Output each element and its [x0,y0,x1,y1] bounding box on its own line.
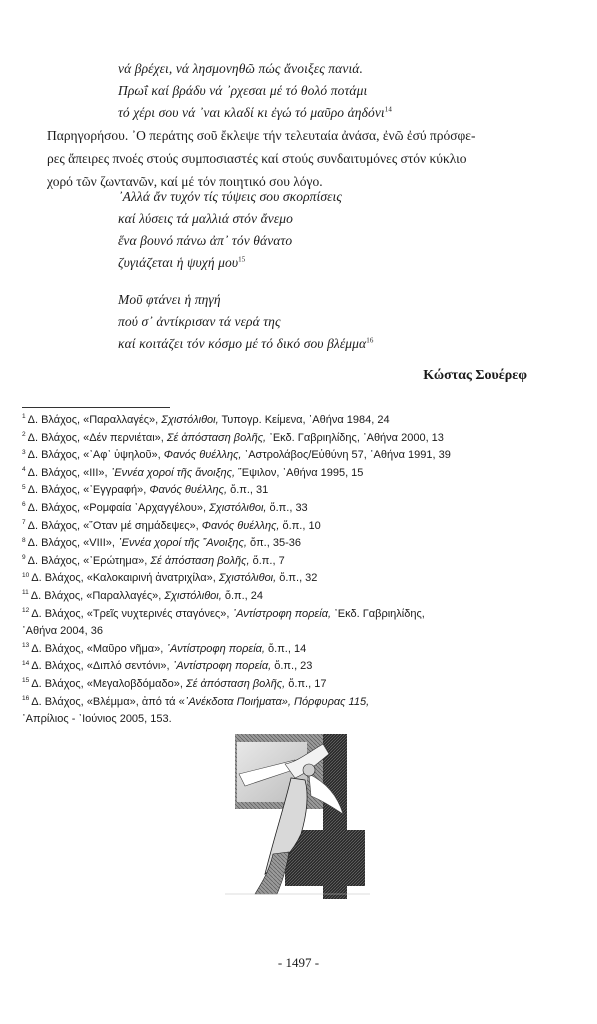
footnote-ref[interactable]: 14 [384,105,392,114]
footnote-text: Δ. Βλάχος, «Ρομφαία ᾽Αρχαγγέλου», [27,501,210,514]
footnote-text: ὅ.π., 31 [227,484,269,497]
footnote-text: Δ. Βλάχος, «᾽Αφ᾽ ὑψηλοῦ», [27,449,164,462]
footnote-text: Δ. Βλάχος, «Διπλό σεντόνι», [31,660,173,673]
footnote-title: Σχιστόλιθοι, [209,501,267,514]
footnote-title: Σέ ἀπόσταση βολῆς, [166,431,267,444]
footnote-text: ὅ.π., 33 [266,501,308,514]
footnote-number: 13 [22,642,30,650]
footnote-item [22,500,542,518]
footnote-text: ὅ.π., 14 [264,642,307,655]
prose-paragraph [47,124,527,193]
footnote-text: ὅπ., 35-36 [246,537,301,550]
footnote-title: Σχιστόλιθοι, [161,414,219,426]
footnote-text: ᾽Εκδ. Γαβριηλίδης, ᾽Αθήνα 2000, 13 [266,431,444,444]
footnote-item [22,465,542,483]
footnote-text: Δ. Βλάχος, «VIII», [27,537,118,550]
footnote-title: Σέ ἀπόσταση βολῆς, [185,677,286,690]
footnote-number: 12 [22,606,30,614]
footnote-item [22,588,542,606]
footnote-number: 9 [22,554,26,562]
footnote-number: 10 [22,571,30,579]
footnote-text: Δ. Βλάχος, «Βλέμμα», ἀπό τά « [31,695,185,708]
footnote-item [22,606,542,624]
prose-line: ρες ἄπειρες πνοές στούς συμποσιαστές καί στούς συνδαιτυμόνες στόν κύκλιο [47,151,467,166]
author-signature: Κώστας Σουέρεφ [423,368,527,383]
footnote-text: ᾽Εκδ. Γαβριηλίδης, [331,607,425,620]
footnote-text: ὅ.π., 7 [249,554,285,567]
prose-line: χορό τῶν ζωντανῶν, καί μέ τόν ποιητικό σου λόγο. [47,174,323,189]
footnote-item [22,518,542,536]
verse-block-3 [118,289,373,355]
footnote-title: ᾽Αντίστροφη πορεία, [166,642,265,655]
footnote-title: Σέ ἀπόσταση βολῆς, [150,554,250,567]
verse-line: Μοῦ φτάνει ἡ πηγή [118,292,221,307]
footnote-item [22,535,542,553]
footnote-text: Δ. Βλάχος, «Παραλλαγές», [30,589,165,602]
footnote-item [22,553,542,571]
footnote-item [22,482,542,500]
footnote-title: Φανός θυέλλης, [149,484,228,497]
footnote-title: Φανός θυέλλης, [163,449,242,462]
footnote-text: Δ. Βλάχος, «Τρεῖς νυχτερινές σταγόνες», [31,607,233,620]
verse-line: ᾽Αλλά ἄν τυχόν τίς τύψεις σου σκορπίσεις [118,189,342,204]
footnote-item [22,447,542,465]
footnote-title: Σχιστόλιθοι, [218,572,277,585]
verse-line: νά βρέχει, νά λησμονηθῶ πώς ἄνοιξες πανιά. [118,61,363,76]
verse-line: ζυγιάζεται ἡ ψυχή μου$^{15}$ [118,255,246,270]
footnote-item [22,430,542,448]
footnote-number: 16 [22,694,30,702]
footnote-title: ᾽Ανέκδοτα Ποιήματα», Πόρφυρας 115, [184,695,370,708]
footnote-item [22,658,542,676]
footnote-title: ᾽Αντίστροφη πορεία, [232,607,332,620]
footnote-text: ὅ.π., 10 [279,519,321,532]
footnote-title: Σχιστόλιθοι, [164,589,222,602]
footnote-divider [22,407,170,408]
footnote-item [22,676,542,694]
footnote-text: Δ. Βλάχος, «᾽Ερώτημα», [27,554,151,567]
footnote-item [22,641,542,659]
footnote-title: ᾽Εννέα χοροί τῆς ἄνοιξης, [110,466,236,479]
verse-line: πού σ᾽ ἀντίκρισαν τά νερά της [118,314,281,329]
footnote-text: Δ. Βλάχος, «Δέν περνιέται», [27,431,167,444]
footnote-text: ῞Εψιλον, ᾽Αθήνα 1995, 15 [235,466,364,479]
footnote-continuation: ᾽Απρίλιος - ᾽Ιούνιος 2005, 153. [22,713,172,726]
footnote-title: Φανός θυέλλης, [201,519,280,532]
footnote-number: 2 [22,430,26,438]
footnote-title: ᾽Εννέα χοροί τῆς ῎Ανοιξης, [117,537,247,550]
footnote-text: ὅ.π., 17 [285,677,327,690]
footnote-number: 6 [22,501,26,509]
prose-line: Παρηγορήσου. ᾽Ο περάτης σοῦ ἔκλεψε τήν τελευταία ἀνάσα, ἐνῶ ἐσύ πρόσφε- [47,128,476,143]
footnote-text: Δ. Βλάχος, «Μαῦρο νῆμα», [31,642,167,655]
footnote-text: ὅ.π., 23 [271,660,313,673]
footnote-number: 3 [22,448,26,456]
verse-line: ἕνα βουνό πάνω ἀπ᾽ τόν θάνατο [118,233,293,248]
footnote-number: 14 [22,659,30,667]
footnote-text: Δ. Βλάχος, «῞Οταν μέ σημάδεψες», [27,519,202,532]
verse-line: τό χέρι σου νά ᾽ναι κλαδί κι ἐγώ τό μαῦρο ἀηδόνι$^{14}$ [118,105,392,120]
footnote-text: Τυπογρ. Κείμενα, ᾽Αθήνα 1984, 24 [218,414,390,426]
footnote-number: 8 [22,536,26,544]
verse-block-1 [118,58,392,124]
footnote-item [22,412,542,430]
footnote-item [22,694,542,712]
footnote-ref[interactable]: 15 [238,255,246,264]
footnote-number: 15 [22,677,30,685]
footnote-number: 11 [22,589,29,597]
footnote-number: 1 [22,413,26,421]
footnote-text: ὅ.π., 32 [276,572,318,585]
footnote-text: Δ. Βλάχος, «Καλοκαιρινή ἀνατριχίλα», [31,572,219,585]
verse-line: καί κοιτάζει τόν κόσμο μέ τό δικό σου βλέμμα$^{16}$ [118,336,374,351]
footnotes-list [22,412,542,729]
footnote-text: Δ. Βλάχος, «Παραλλαγές», [27,414,162,426]
footnote-text: ᾽Αστρολάβος/Εὐθύνη 57, ᾽Αθήνα 1991, 39 [241,449,451,462]
verse-line: καί λύσεις τά μαλλιά στόν ἄνεμο [118,211,294,226]
verse-block-2 [118,186,342,274]
footnote-continuation: ᾽Αθήνα 2004, 36 [22,625,103,638]
illustration-angel-image [225,734,370,899]
footnote-text: Δ. Βλάχος, «ΙΙΙ», [27,466,111,479]
verse-line: Πρωΐ καί βράδυ νά ᾽ρχεσαι μέ τό θολό ποτάμι [118,83,368,98]
footnote-title: ᾽Αντίστροφη πορεία, [172,660,272,673]
footnote-ref[interactable]: 16 [366,336,374,345]
footnote-text: ὅ.π., 24 [221,589,264,602]
footnote-text: Δ. Βλάχος, «Μεγαλοβδόμαδο», [31,677,186,690]
page-number: - 1497 - [277,955,320,970]
footnote-number: 5 [22,483,26,491]
footnote-item [22,570,542,588]
footnote-number: 4 [22,466,26,474]
footnote-text: Δ. Βλάχος, «᾽Εγγραφή», [27,484,150,497]
footnote-number: 7 [22,518,26,526]
